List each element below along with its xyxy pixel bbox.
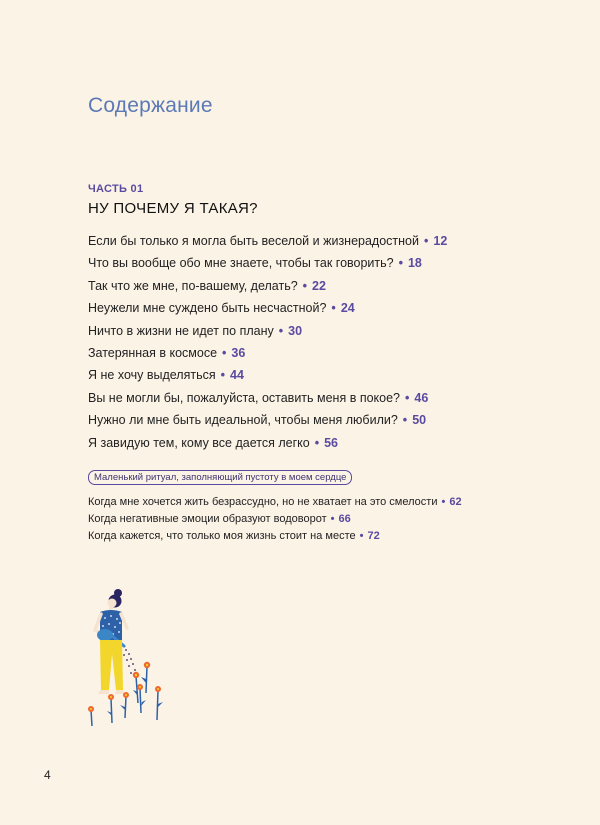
bullet-separator: • [441, 496, 446, 508]
bullet-separator: • [222, 345, 227, 360]
toc-entry-title: Я не хочу выделяться [88, 368, 216, 383]
toc-entry-title: Неужели мне суждено быть несчастной? [88, 301, 327, 316]
ritual-entry-title: Когда негативные эмоции образуют водоворот [88, 513, 327, 525]
bullet-separator: • [402, 413, 408, 428]
toc-entry-title: Затерянная в космосе [88, 345, 218, 360]
toc-entry[interactable] [88, 409, 447, 431]
toc-entry[interactable] [88, 230, 447, 252]
bullet-separator: • [302, 278, 308, 293]
ritual-entry-page: 72 [367, 530, 380, 542]
toc-entry-page: 30 [288, 323, 303, 338]
bullet-separator: • [220, 368, 226, 383]
toc-entry-title: Я завидую тем, кому все дается легко [88, 435, 310, 450]
ritual-entry-title: Когда кажется, что только моя жизнь стоит на месте [88, 530, 356, 542]
bullet-separator: • [359, 530, 364, 542]
bullet-separator: • [314, 435, 320, 450]
ritual-badge: Маленький ритуал, заполняющий пустоту в моем сердце [88, 470, 352, 485]
bullet-separator: • [424, 234, 429, 248]
toc-entry-page: 36 [231, 345, 246, 360]
page-title: Содержание [88, 94, 213, 118]
bullet-separator: • [405, 390, 410, 405]
toc-entry-page: 46 [414, 390, 429, 405]
toc-entry-page: 50 [412, 413, 427, 428]
ritual-entry[interactable] [88, 511, 462, 528]
part-title: НУ ПОЧЕМУ Я ТАКАЯ? [88, 200, 258, 217]
toc-entry-title: Если бы только я могла быть веселой и жизнерадостной [88, 234, 419, 248]
toc-entry[interactable] [88, 275, 447, 297]
bullet-separator: • [331, 301, 336, 316]
face [108, 599, 117, 608]
bullet-separator: • [278, 323, 284, 338]
ritual-entry[interactable] [88, 528, 462, 545]
toc-entry-page: 56 [324, 435, 338, 450]
toc-entry-title: Нужно ли мне быть идеальной, чтобы меня любили? [88, 413, 398, 428]
ritual-list [88, 494, 462, 545]
toc-entry-page: 12 [433, 234, 448, 248]
toc-entry[interactable] [88, 320, 447, 342]
bullet-separator: • [330, 513, 335, 525]
toc-entry[interactable] [88, 364, 447, 386]
toc-entry[interactable] [88, 252, 447, 274]
ritual-entry[interactable] [88, 494, 462, 511]
toc-entry[interactable] [88, 297, 447, 319]
toc-entry[interactable] [88, 387, 447, 409]
toc-entry[interactable] [88, 432, 447, 454]
toc-entry[interactable] [88, 342, 447, 364]
ritual-entry-title: Когда мне хочется жить безрассудно, но не хватает на это смелости [88, 496, 438, 508]
trousers [100, 640, 123, 690]
ritual-entry-page: 66 [338, 513, 351, 525]
woman-watering-flowers-illustration [78, 588, 178, 733]
toc-entry-title: Вы не могли бы, пожалуйста, оставить меня в покое? [88, 390, 401, 405]
toc-entry-page: 22 [312, 278, 326, 293]
page-number: 4 [44, 768, 51, 782]
toc-entry-title: Так что же мне, по-вашему, делать? [88, 278, 298, 293]
part-label: ЧАСТЬ 01 [88, 183, 144, 195]
toc-entry-title: Ничто в жизни не идет по плану [88, 323, 274, 338]
toc-entry-page: 44 [230, 368, 244, 383]
toc-entry-page: 24 [340, 301, 355, 316]
toc-entry-page: 18 [407, 256, 422, 271]
toc-entry-title: Что вы вообще обо мне знаете, чтобы так говорить? [88, 256, 394, 271]
bullet-separator: • [398, 256, 403, 271]
ritual-entry-page: 62 [449, 496, 462, 508]
chapter-list [88, 230, 447, 454]
